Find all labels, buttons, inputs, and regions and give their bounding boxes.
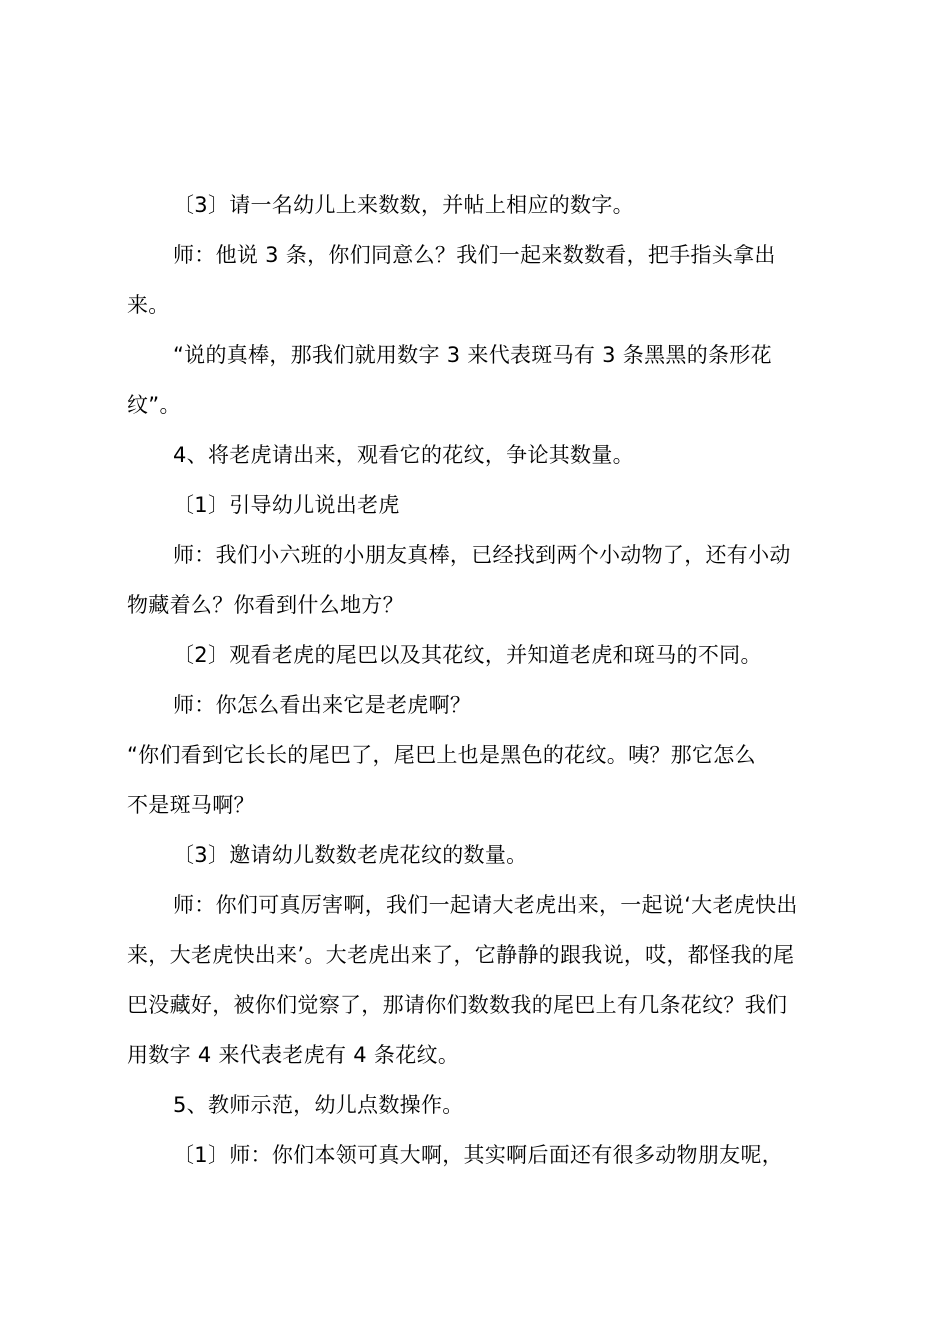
text-line: 巴没藏好，被你们觉察了，那请你们数数我的尾巴上有几条花纹？我们 <box>127 993 788 1017</box>
text-line: 用数字 4 来代表老虎有 4 条花纹。 <box>127 1043 460 1067</box>
text-line: 师：我们小六班的小朋友真棒，已经找到两个小动物了，还有小动 <box>173 543 791 567</box>
text-line: “你们看到它长长的尾巴了，尾巴上也是黑色的花纹。咦？那它怎么 <box>127 743 756 767</box>
text-line: “说的真棒，那我们就用数字 3 来代表斑马有 3 条黑黑的条形花 <box>173 343 772 367</box>
text-line: 来，大老虎快出来’。大老虎出来了，它静静的跟我说，哎，都怪我的尾 <box>127 943 795 967</box>
text-line: 〔3〕邀请幼儿数数老虎花纹的数量。 <box>173 843 528 867</box>
text-line: 物藏着么？你看到什么地方？ <box>127 593 404 617</box>
text-line: 〔2〕观看老虎的尾巴以及其花纹，并知道老虎和斑马的不同。 <box>173 643 762 667</box>
text-line: 纹”。 <box>127 393 181 417</box>
text-line: 师：你们可真厉害啊，我们一起请大老虎出来，一起说‘大老虎快出 <box>173 893 798 917</box>
section-heading: 4、将老虎请出来，观看它的花纹，争论其数量。 <box>173 443 634 467</box>
text-line: 师：他说 3 条，你们同意么？我们一起来数数看，把手指头拿出 <box>173 243 776 267</box>
text-line: 来。 <box>127 293 170 317</box>
section-heading: 5、教师示范，幼儿点数操作。 <box>173 1093 464 1117</box>
text-line: 〔1〕引导幼儿说出老虎 <box>173 493 400 517</box>
text-line: 〔3〕请一名幼儿上来数数，并帖上相应的数字。 <box>173 193 634 217</box>
text-line: 师：你怎么看出来它是老虎啊？ <box>173 693 472 717</box>
text-line: 〔1〕师：你们本领可真大啊，其实啊后面还有很多动物朋友呢， <box>173 1143 784 1167</box>
text-line: 不是斑马啊？ <box>127 793 255 817</box>
